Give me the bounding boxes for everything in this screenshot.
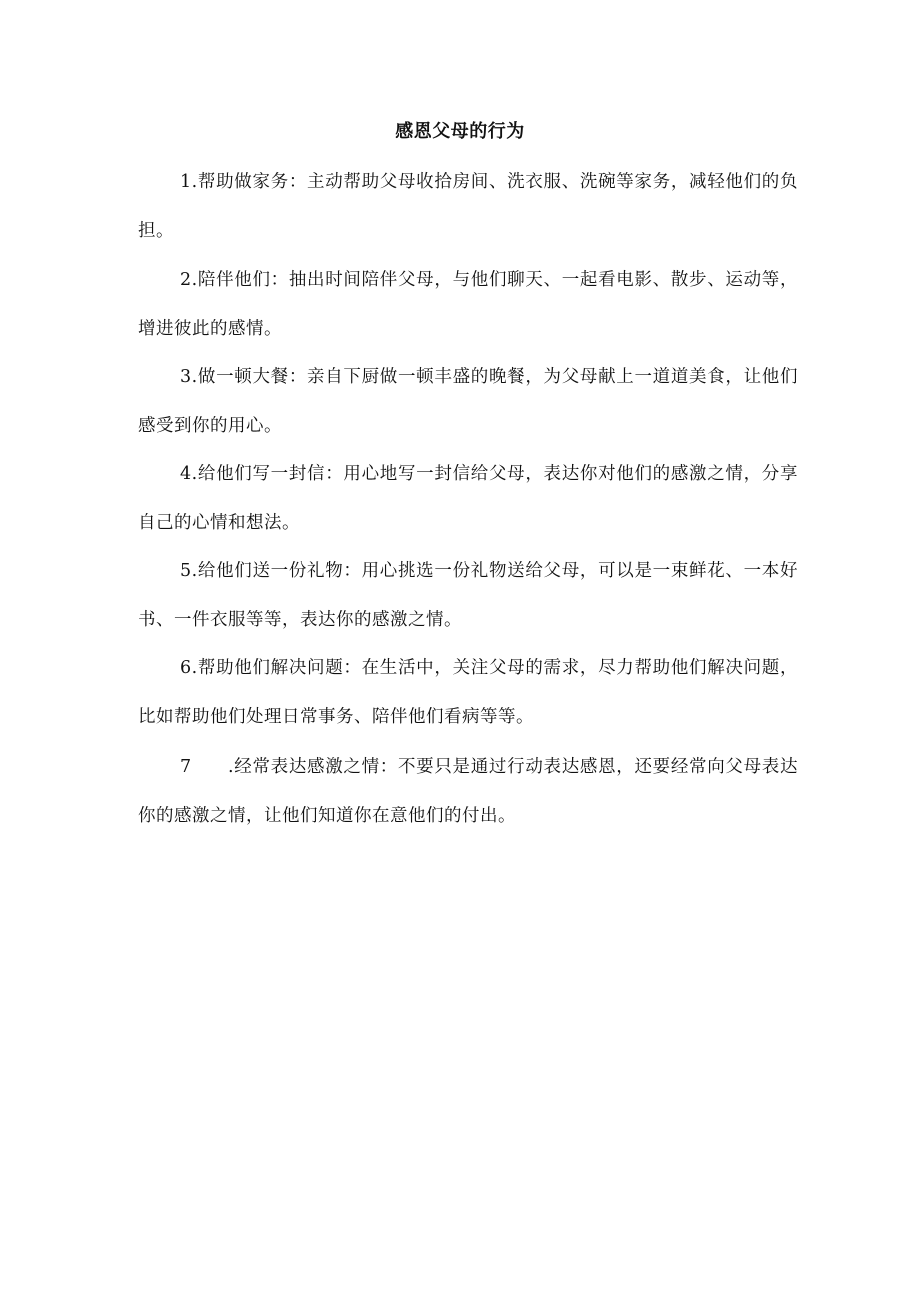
item-number: 7 (180, 757, 192, 777)
item-text: .帮助他们解决问题：在生活中，关注父母的需求，尽力帮助他们解决问题，比如帮助他们处理日常事务、陪伴他们看病等等。 (138, 658, 798, 727)
document-title: 感恩父母的行为 (395, 121, 525, 142)
item-text: .陪伴他们：抽出时间陪伴父母，与他们聊天、一起看电影、散步、运动等，增进彼此的感情。 (138, 270, 798, 339)
list-item-7 (138, 743, 798, 841)
item-number: 4 (180, 464, 192, 484)
list-item-5 (138, 547, 798, 645)
item-text: .帮助做家务：主动帮助父母收拾房间、洗衣服、洗碗等家务，减轻他们的负担。 (138, 172, 798, 241)
item-text: .给他们送一份礼物：用心挑选一份礼物送给父母，可以是一束鲜花、一本好书、一件衣服等等，表达你的感激之情。 (138, 561, 798, 630)
list-item-4 (138, 450, 798, 548)
item-number: 1 (180, 172, 192, 192)
item-text: .给他们写一封信：用心地写一封信给父母，表达你对他们的感激之情，分享自己的心情和想法。 (138, 464, 798, 533)
list-item-2 (138, 256, 798, 354)
item-number: 6 (180, 658, 192, 678)
list-item-1 (138, 158, 798, 256)
item-text: .经常表达感激之情：不要只是通过行动表达感恩，还要经常向父母表达你的感激之情，让他们知道你在意他们的付出。 (138, 757, 798, 826)
item-number: 3 (180, 367, 192, 387)
list-item-6 (138, 644, 798, 742)
item-number: 5 (180, 561, 192, 581)
item-text: .做一顿大餐：亲自下厨做一顿丰盛的晚餐，为父母献上一道道美食，让他们感受到你的用心。 (138, 367, 798, 436)
list-item-3 (138, 353, 798, 451)
item-number: 2 (180, 270, 192, 290)
